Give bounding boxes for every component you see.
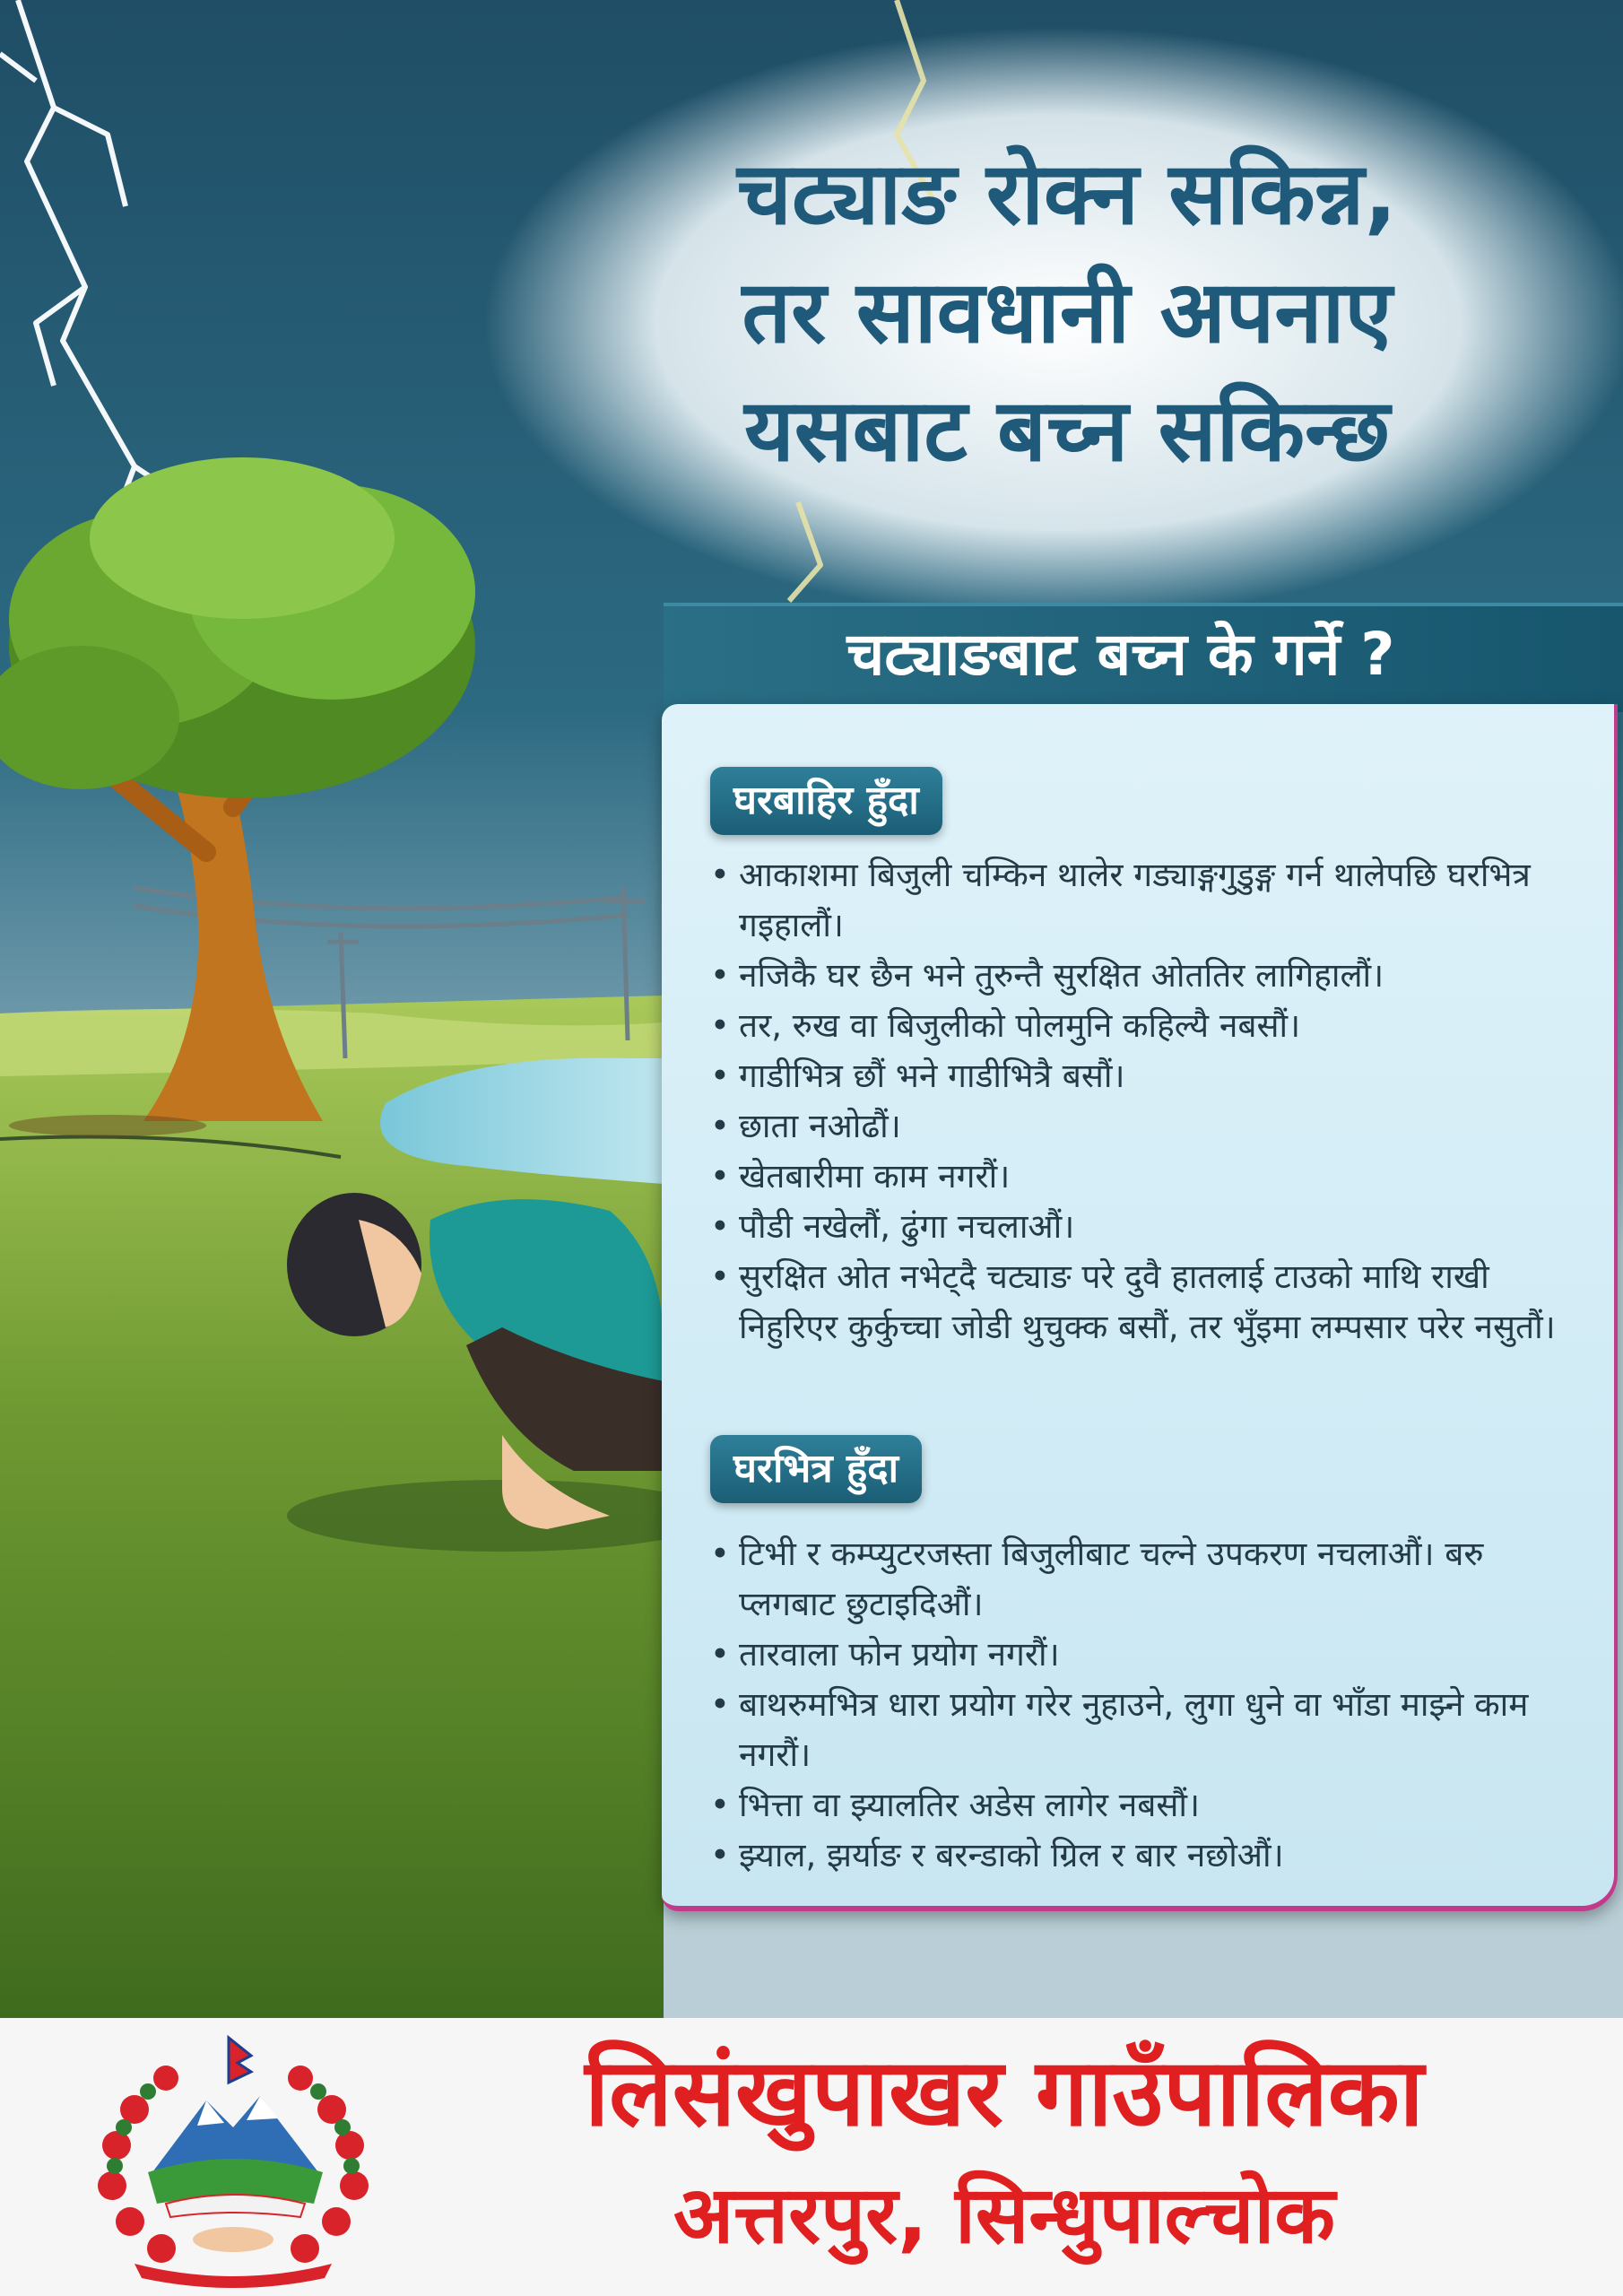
list-item: • तर, रुख वा बिजुलीको पोलमुनि कहिल्यै नबसौं। <box>708 1001 1587 1051</box>
list-item: • टिभी र कम्प्युटरजस्ता बिजुलीबाट चल्ने उपकरण नचलाऔं। बरु प्लगबाट छुटाइदिऔं। <box>708 1529 1587 1630</box>
municipality-location: अत्तरपुर, सिन्धुपाल्चोक <box>673 2169 1335 2261</box>
list-item: • सुरक्षित ओत नभेट्दै चट्याङ परे दुवै हातलाई टाउको माथि राखी निहुरिएर कुर्कुच्चा जोडी थुचुक्क बसौं, तर भुँइमा लम्पसार परेर नसुतौं। <box>708 1252 1587 1352</box>
list-item: • झ्याल, झर्याङ र बरन्डाको ग्रिल र बार नछोऔं। <box>708 1831 1587 1881</box>
headline-line-2: तर सावधानी अपनाए <box>742 262 1393 362</box>
outside-list <box>708 850 1587 1352</box>
inside-list <box>708 1529 1587 1881</box>
list-item: • नजिकै घर छैन भने तुरुन्तै सुरक्षित ओततिर लागिहालौं। <box>708 951 1587 1001</box>
section-title: चट्याङबाट बच्न के गर्ने ? <box>846 620 1395 689</box>
list-item: • भित्ता वा झ्यालतिर अडेस लागेर नबसौं। <box>708 1780 1587 1831</box>
list-item: • गाडीभित्र छौं भने गाडीभित्रै बसौं। <box>708 1051 1587 1101</box>
headline-line-1: चट्याङ रोक्न सकिन्न, <box>737 144 1397 244</box>
list-item: • आकाशमा बिजुली चम्किन थालेर गड्याङ्गगुडुङ्ग गर्न थालेपछि घरभित्र गइहालौं। <box>708 850 1587 951</box>
list-item: • बाथरुमभित्र धारा प्रयोग गरेर नुहाउने, लुगा धुने वा भाँडा माझ्ने काम नगरौं। <box>708 1680 1587 1780</box>
inside-heading: घरभित्र हुँदा <box>710 1435 922 1503</box>
headline <box>538 135 1596 490</box>
nepal-emblem-icon <box>81 2029 386 2289</box>
municipality-name: लिसंखुपाखर गाउँपालिका <box>585 2038 1424 2147</box>
headline-line-3: यसबाट बच्न सकिन्छ <box>744 380 1390 481</box>
list-item: • तारवाला फोन प्रयोग नगरौं। <box>708 1630 1587 1680</box>
list-item: • पौडी नखेलौं, ढुंगा नचलाऔं। <box>708 1202 1587 1252</box>
list-item: • खेतबारीमा काम नगरौं। <box>708 1152 1587 1202</box>
outside-heading: घरबाहिर हुँदा <box>710 767 942 835</box>
list-item: • छाता नओढौं। <box>708 1101 1587 1152</box>
